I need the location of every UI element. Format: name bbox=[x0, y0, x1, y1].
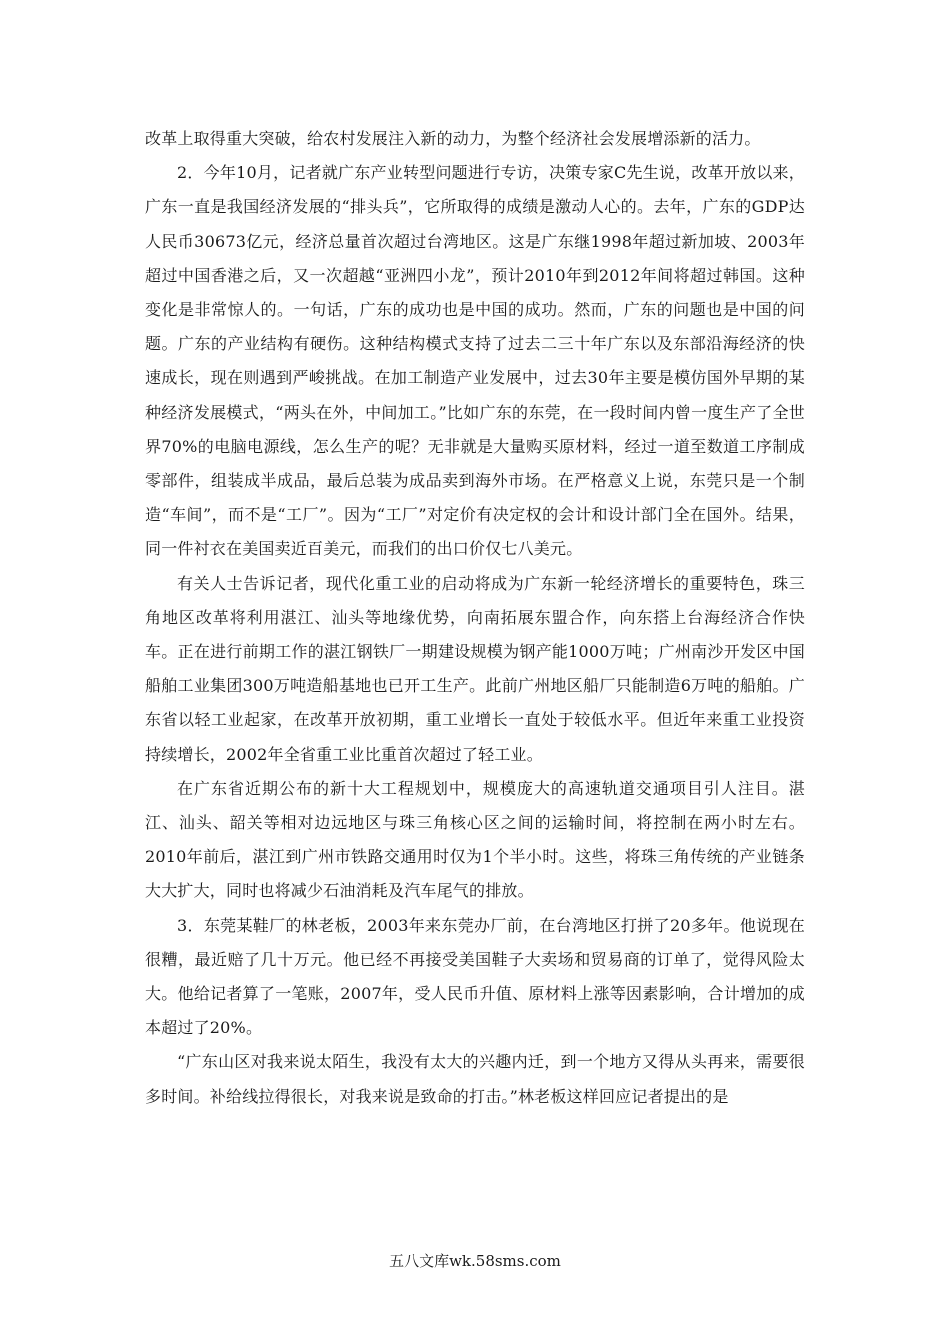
paragraph-item-3: 3．东莞某鞋厂的林老板，2003年来东莞办厂前，在台湾地区打拼了20多年。他说现在很糟，最近赔了几十万元。他已经不再接受美国鞋子大卖场和贸易商的订单了，觉得风险太大。他给记者算了一笔账，2007年，受人民币升值、原材料上涨等因素影响，合计增加的成本超过了20%。 bbox=[145, 915, 805, 1038]
paragraph-quote: “广东山区对我来说太陌生，我没有太大的兴趣内迁，到一个地方又得从头再来，需要很多时间。补给线拉得很长，对我来说是致命的打击。”林老板这样回应记者提出的是 bbox=[145, 1052, 805, 1106]
document-body bbox=[145, 122, 805, 1114]
paragraph-continuation: 改革上取得重大突破，给农村发展注入新的动力，为整个经济社会发展增添新的活力。 bbox=[145, 129, 761, 148]
paragraph-item-2: 2．今年10月，记者就广东产业转型问题进行专访，决策专家C先生说，改革开放以来，广东一直是我国经济发展的“排头兵”，它所取得的成绩是激动人心的。去年，广东的GDP达人民币30673亿元，经济总量首次超过台湾地区。这是广东继1998年超过新加坡、2003年超过中国香港之后，又一次超越“亚洲四小龙”，预计2010年到2012年间将超过韩国。这种变化是非常惊人的。一句话，广东的成功也是中国的成功。然而，广东的问题也是中国的问题。广东的产业结构有硬伤。这种结构模式支持了过去二三十年广东以及东部沿海经济的快速成长，现在则遇到严峻挑战。在加工制造产业发展中，过去30年主要是模仿国外早期的某种经济发展模式，“两头在外，中间加工。”比如广东的东莞，在一段时间内曾一度生产了全世界70%的电脑电源线，怎么生产的呢？无非就是大量购买原材料，经过一道至数道工序制成零部件，组装成半成品，最后总装为成品卖到海外市场。在严格意义上说，东莞只是一个制造“车间”，而不是“工厂”。因为“工厂”对定价有决定权的会计和设计部门全在国外。结果，同一件衬衣在美国卖近百美元，而我们的出口价仅七八美元。 bbox=[145, 163, 805, 559]
paragraph-rail-transport: 在广东省近期公布的新十大工程规划中，规模庞大的高速轨道交通项目引人注目。湛江、汕头、韶关等相对边远地区与珠三角核心区之间的运输时间，将控制在两小时左右。2010年前后，湛江到广州市铁路交通用时仅为1个半小时。这些，将珠三角传统的产业链条大大扩大，同时也将减少石油消耗及汽车尾气的排放。 bbox=[145, 778, 805, 901]
paragraph-heavy-industry: 有关人士告诉记者，现代化重工业的启动将成为广东新一轮经济增长的重要特色，珠三角地区改革将利用湛江、汕头等地缘优势，向南拓展东盟合作，向东搭上台海经济合作快车。正在进行前期工作的湛江钢铁厂一期建设规模为钢产能1000万吨；广州南沙开发区中国船舶工业集团300万吨造船基地也已开工生产。此前广州地区船厂只能制造6万吨的船舶。广东省以轻工业起家，在改革开放初期，重工业增长一直处于较低水平。但近年来重工业投资持续增长，2002年全省重工业比重首次超过了轻工业。 bbox=[145, 573, 805, 764]
page-footer: 五八文库wk.58sms.com bbox=[389, 1252, 561, 1270]
